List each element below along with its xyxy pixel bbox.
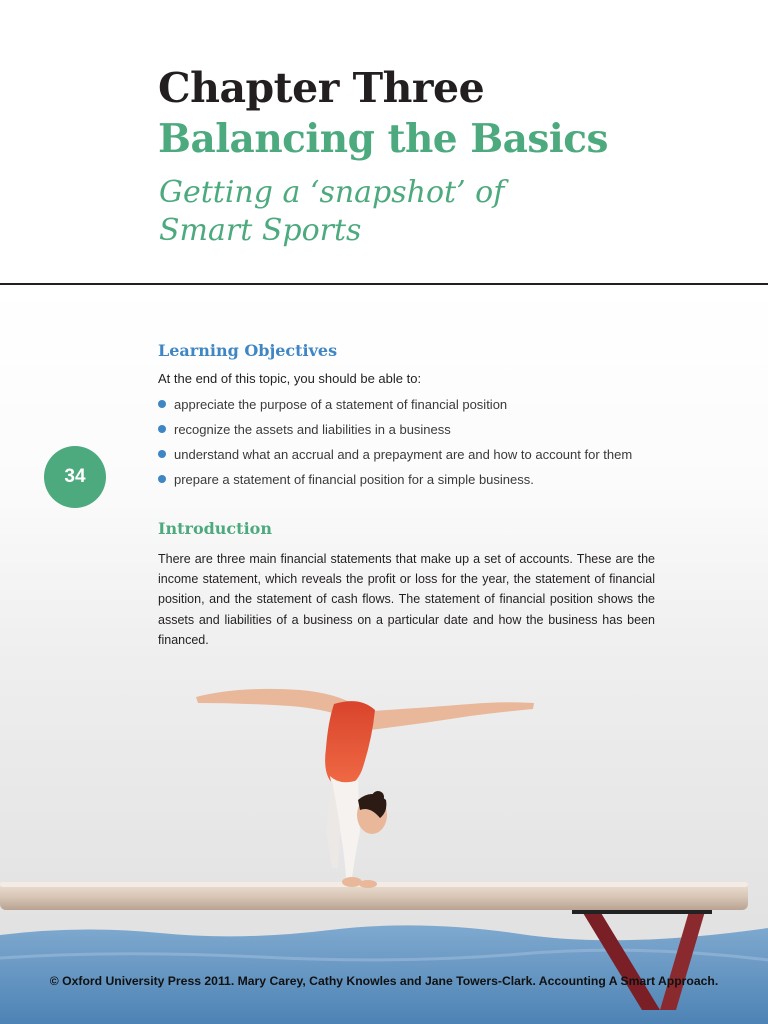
chapter-header bbox=[0, 0, 768, 284]
list-item bbox=[158, 470, 632, 495]
objective-text: appreciate the purpose of a statement of financial position bbox=[174, 397, 508, 412]
introduction-paragraph: There are three main financial statements that make up a set of accounts. These are the income statement, which reveals the profit or loss for the year, the statement of financial position, and the statement of cash flows. The statement of financial position shows the assets and liabilities of a business on a particular date and how the business has been financed. bbox=[158, 552, 655, 647]
page-number-badge: 34 bbox=[44, 446, 106, 508]
bullet-icon bbox=[158, 425, 166, 433]
list-item bbox=[158, 420, 632, 445]
objective-text: understand what an accrual and a prepayment are and how to account for them bbox=[174, 447, 633, 462]
learning-objectives-list bbox=[158, 395, 632, 495]
learning-objectives-intro: At the end of this topic, you should be able to: bbox=[158, 371, 422, 386]
chapter-label: Chapter Three bbox=[158, 64, 485, 112]
chapter-subtitle bbox=[159, 174, 504, 250]
bullet-icon bbox=[158, 450, 166, 458]
objective-text: recognize the assets and liabilities in a business bbox=[174, 422, 451, 437]
list-item bbox=[158, 445, 632, 470]
learning-objectives-heading: Learning Objectives bbox=[158, 341, 338, 360]
copyright-notice: © Oxford University Press 2011. Mary Carey, Cathy Knowles and Jane Towers-Clark. Accounting A Smart Approach. bbox=[49, 974, 719, 988]
bullet-icon bbox=[158, 400, 166, 408]
objective-text: prepare a statement of financial position for a simple business. bbox=[174, 472, 534, 487]
chapter-title: Balancing the Basics bbox=[158, 116, 608, 162]
subtitle-line-2: Smart Sports bbox=[159, 213, 362, 248]
list-item bbox=[158, 395, 632, 420]
introduction-heading: Introduction bbox=[158, 519, 272, 538]
bullet-icon bbox=[158, 475, 166, 483]
subtitle-line-1: Getting a ‘snapshot’ of bbox=[159, 175, 505, 210]
